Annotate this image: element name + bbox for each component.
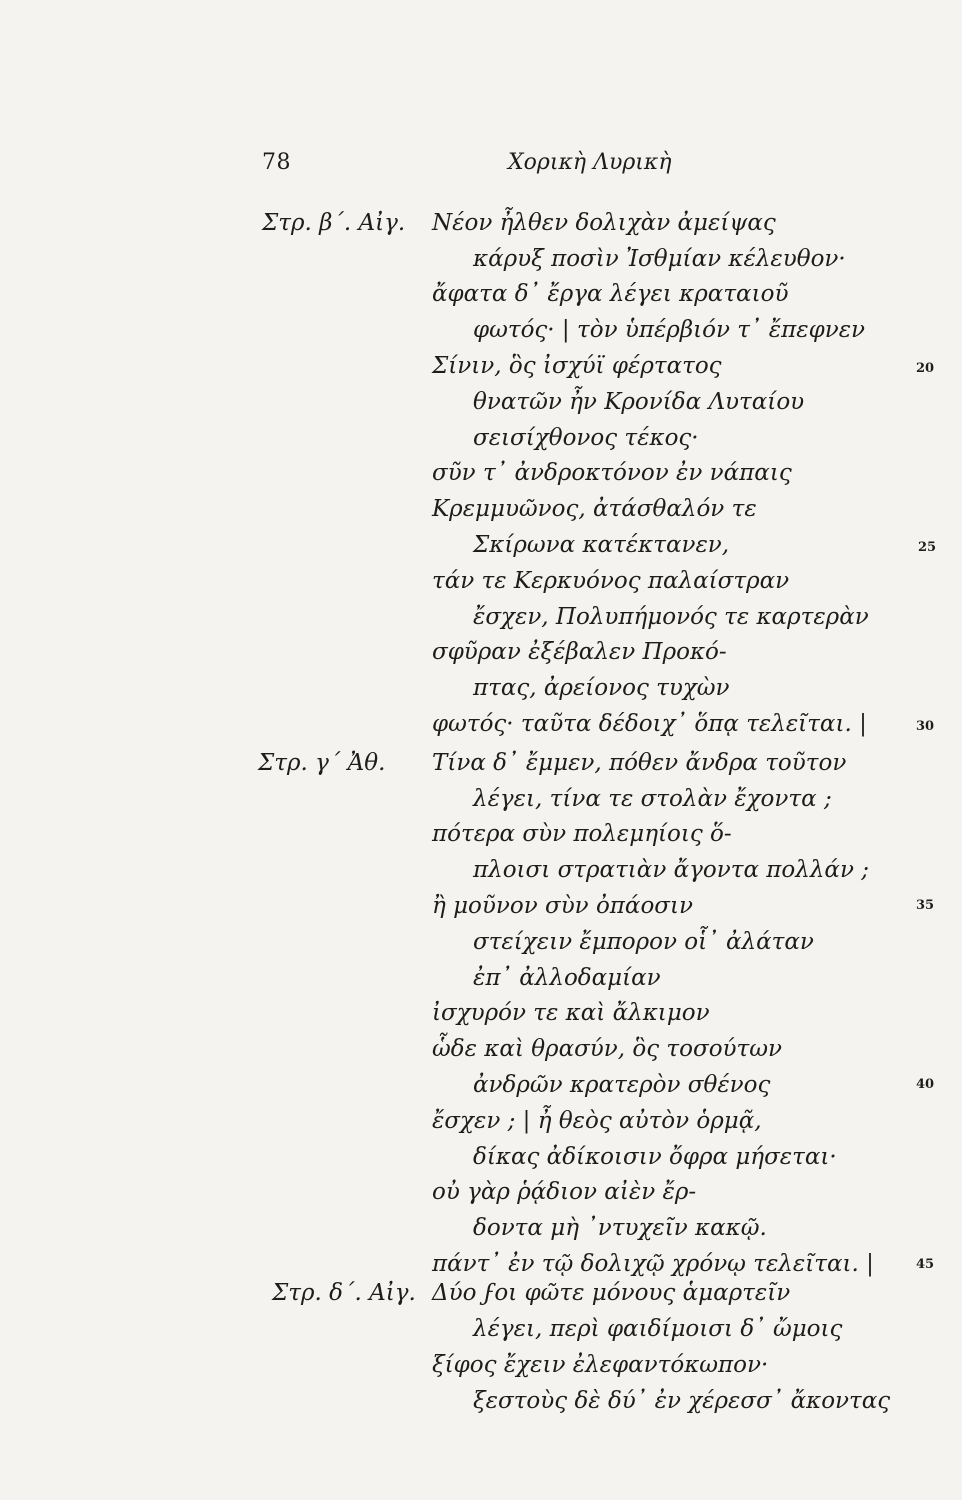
verse-line: ἔσχεν ; | ἦ θεὸς αὐτὸν ὁρμᾷ, [432,1108,762,1134]
verse-line: ἄφατα δ᾽ ἔργα λέγει κραταιοῦ [432,281,789,307]
verse-line: τάν τε Κερκυόνος παλαίστραν [432,568,790,594]
verse-line: θνατῶν ἦν Κρονίδα Λυταίου [473,389,805,415]
line-number: 30 [916,719,935,734]
verse-line: πλοισι στρατιὰν ἄγοντα πολλάν ; [473,857,869,883]
strophe-marker: Στρ. δ΄. Αἰγ. [272,1280,416,1306]
verse-line: πότερα σὺν πολεμηίοις ὅ- [432,821,732,847]
verse-line: φωτός· | τὸν ὑπέρβιόν τ᾽ ἔπεφνεν [473,317,866,343]
verse-line: ἢ μοῦνον σὺν ὀπάοσιν [432,893,694,919]
verse-line: στείχειν ἔμπορον οἷ᾽ ἀλάταν [473,929,814,955]
verse-line: δοντα μὴ ᾽ντυχεῖν κακῷ. [473,1215,767,1241]
verse-line: Κρεμμυῶνος, ἀτάσθαλόν τε [432,496,757,522]
verse-line: σφῦραν ἐξέβαλεν Προκό- [432,639,727,665]
strophe-marker: Στρ. γ΄ Ἀθ. [258,750,386,776]
verse-line: Νέον ἦλθεν δολιχὰν ἀμείψας [432,210,776,236]
verse-line: ἀνδρῶν κρατερὸν σθένος [473,1072,771,1098]
verse-line: ξίφος ἔχειν ἐλεφαντόκωπον· [432,1352,769,1378]
verse-line: ἐπ᾽ ἀλλοδαμίαν [473,965,661,991]
verse-line: Τίνα δ᾽ ἔμμεν, πόθεν ἄνδρα τοῦτον [432,750,847,776]
verse-line: κάρυξ ποσὶν Ἰσθμίαν κέλευθον· [473,246,846,272]
verse-line: δίκας ἀδίκοισιν ὄφρα μήσεται· [473,1144,837,1170]
line-number: 25 [918,540,937,555]
verse-line: σῦν τ᾽ ἀνδροκτόνον ἐν νάπαις [432,460,792,486]
verse-line: Δύο ϝοι φῶτε μόνους ἁμαρτεῖν [432,1280,791,1306]
verse-line: φωτός· ταῦτα δέδοιχ᾽ ὅπᾳ τελεῖται. | [432,711,867,737]
verse-line: σεισίχθονος τέκος· [473,425,699,451]
verse-line: ξεστοὺς δὲ δύ᾽ ἐν χέρεσσ᾽ ἄκοντας [473,1388,891,1414]
verse-line: λέγει, περὶ φαιδίμοισι δ᾽ ὤμοις [473,1316,843,1342]
line-number: 40 [916,1077,935,1092]
verse-line: πτας, ἀρείονος τυχὼν [473,675,730,701]
page-number: 78 [262,150,291,175]
line-number: 35 [916,898,935,913]
verse-line: Σίνιν, ὃς ἰσχύϊ φέρτατος [432,353,722,379]
verse-line: πάντ᾽ ἐν τῷ δολιχῷ χρόνῳ τελεῖται. | [432,1251,874,1277]
line-number: 20 [916,361,935,376]
verse-line: ὧδε καὶ θρασύν, ὃς τοσούτων [432,1036,782,1062]
running-title: Χορικὴ Λυρικὴ [508,150,672,175]
verse-line: οὐ γὰρ ῥᾴδιον αἰὲν ἔρ- [432,1179,697,1205]
verse-line: ἔσχεν, Πολυπήμονός τε καρτερὰν [473,604,869,630]
verse-line: Σκίρωνα κατέκτανεν, [473,532,730,558]
line-number: 45 [916,1257,935,1272]
strophe-marker: Στρ. β΄. Αἰγ. [262,210,406,236]
verse-line: ἰσχυρόν τε καὶ ἄλκιμον [432,1000,710,1026]
verse-line: λέγει, τίνα τε στολὰν ἔχοντα ; [473,786,832,812]
